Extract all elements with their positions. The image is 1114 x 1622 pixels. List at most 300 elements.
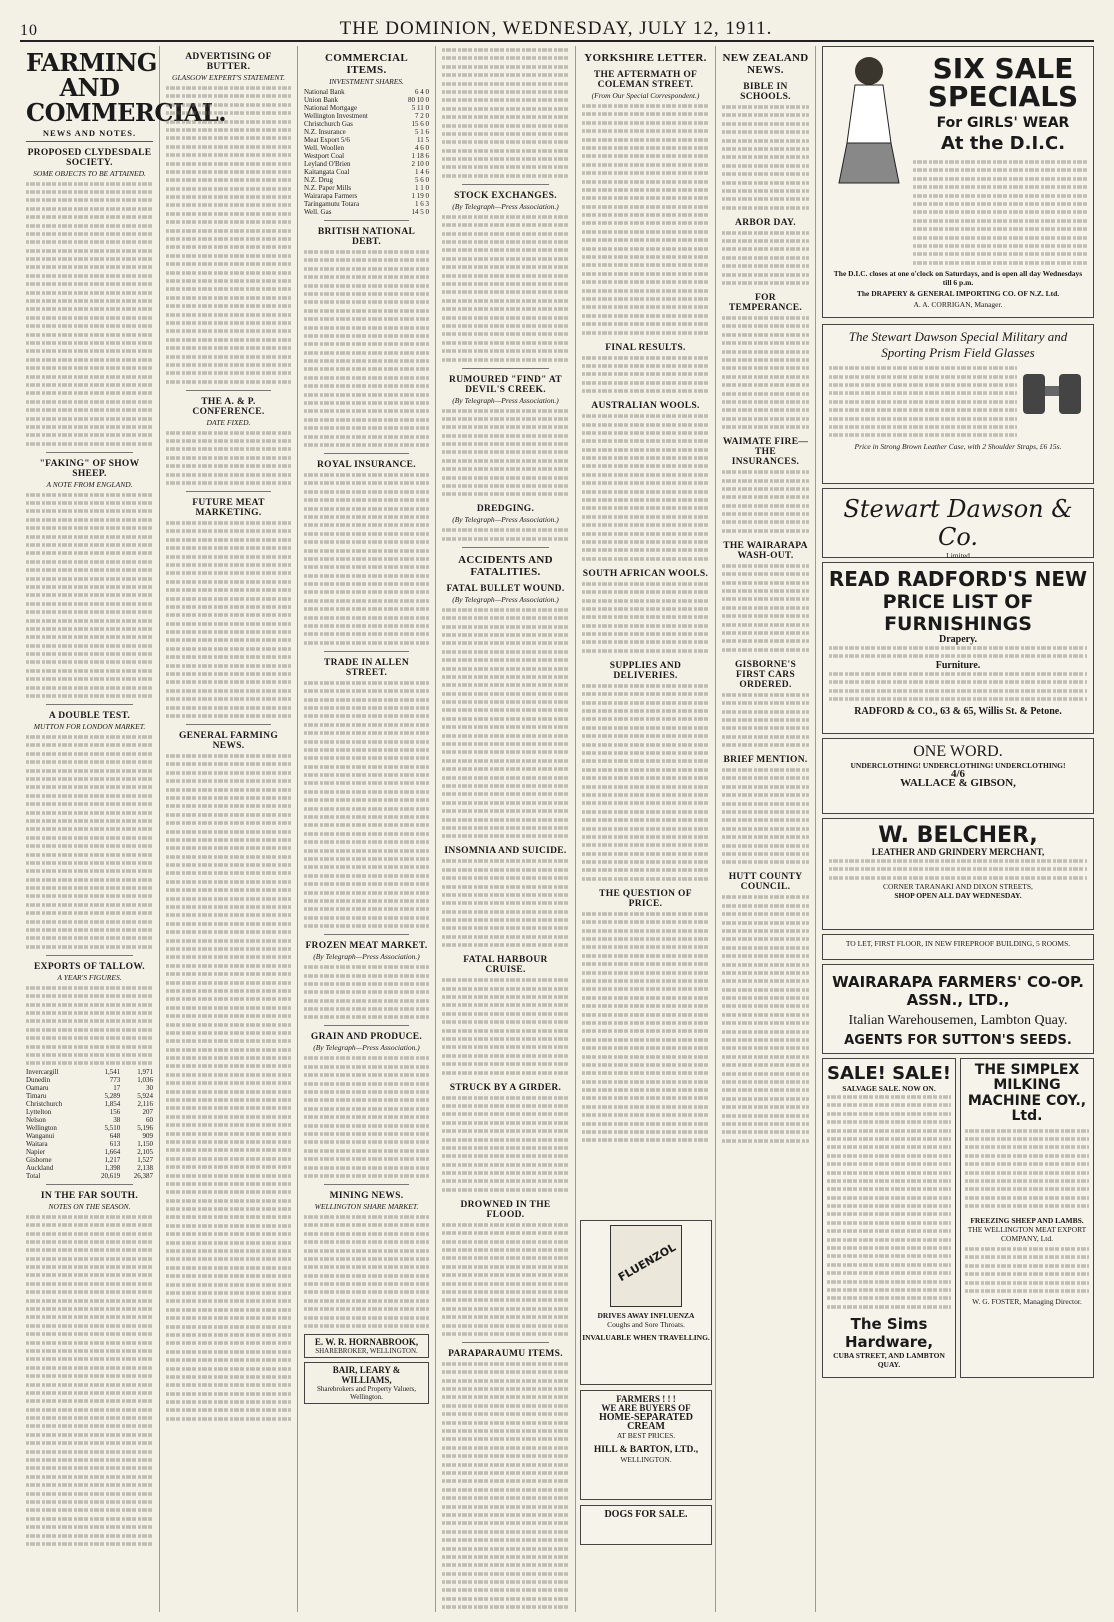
shares-row [304, 128, 429, 136]
shares-row [304, 112, 429, 120]
article-title: TRADE IN ALLEN STREET. [324, 657, 409, 678]
ad-line: Sharebrokers and Property Valuers, Wellington. [316, 1385, 416, 1402]
article-title: A DOUBLE TEST. [48, 711, 131, 722]
tallow-cell: 60 [146, 1115, 153, 1124]
article-title: GENERAL FARMING NEWS. [178, 731, 279, 751]
article-title: BRITISH NATIONAL DEBT. [317, 227, 416, 247]
shares-cell: 5 6 0 [415, 176, 429, 184]
article-title: EXPORTS OF TALLOW. [34, 961, 145, 972]
article-title: STOCK EXCHANGES. [454, 190, 557, 201]
shares-cell: 15 6 0 [411, 120, 429, 128]
article [442, 191, 569, 364]
article [582, 70, 709, 337]
article [166, 52, 291, 386]
article-body [722, 562, 809, 654]
article-body [166, 429, 291, 487]
wairarapa-farmers-ad [822, 964, 1094, 1054]
shares-row [304, 176, 429, 184]
shares-cell: Kaitangata Coal [304, 168, 350, 176]
article [722, 293, 809, 431]
shares-cell: 5 11 0 [411, 104, 429, 112]
article-title: THE A. & P. CONFERENCE. [192, 396, 265, 417]
article-body [582, 354, 709, 396]
article-body [722, 691, 809, 749]
shares-row [304, 120, 429, 128]
article-title: THE AFTERMATH OF COLEMAN STREET. [593, 70, 698, 90]
simplex-co: THE WELLINGTON MEAT EXPORT COMPANY, Ltd. [967, 1225, 1087, 1244]
article-body [26, 984, 153, 1068]
shares-cell: 7 2 0 [415, 112, 429, 120]
article-body [442, 213, 569, 364]
tallow-cell: 1,150 [137, 1139, 153, 1148]
article [26, 711, 153, 951]
article [304, 227, 429, 449]
article-body [582, 682, 709, 883]
shares-cell: 1 6 3 [415, 200, 429, 208]
tallow-cell: 1,036 [137, 1075, 153, 1084]
tallow-cell: Waitara [26, 1139, 48, 1148]
article-body [582, 102, 709, 337]
article-title: FUTURE MEAT MARKETING. [192, 498, 265, 519]
article-body [304, 1054, 429, 1179]
tallow-cell: Total [26, 1171, 41, 1180]
shares-row [304, 96, 429, 104]
oneword-title: ONE WORD. [913, 743, 1003, 760]
ad-name: BAIR, LEARY & WILLIAMS, [332, 1365, 401, 1386]
shares-cell: 6 4 0 [415, 88, 429, 96]
dic-title: SIX SALE SPECIALS [927, 52, 1079, 113]
article-body [304, 679, 429, 930]
dogs-ad [580, 1505, 712, 1545]
article-title: STRUCK BY A GIRDER. [449, 1082, 562, 1093]
article-body [442, 407, 569, 499]
section-heading: ACCIDENTS AND FATALITIES. [458, 553, 553, 578]
oneword-shop: WALLACE & GIBSON, [900, 777, 1016, 789]
tallow-cell: 613 [109, 1139, 121, 1148]
sale-ad [822, 1058, 956, 1378]
belcher-shop: SHOP OPEN ALL DAY WEDNESDAY. [894, 891, 1022, 901]
shares-cell: N.Z. Insurance [304, 128, 346, 136]
shares-row [304, 88, 429, 96]
tallow-cell: 1,664 [104, 1147, 121, 1156]
article [26, 1191, 153, 1548]
shares-cell: Wellington Investment [304, 112, 368, 120]
article [304, 1191, 429, 1330]
article-body [442, 526, 569, 542]
article-body [442, 976, 569, 1076]
article-title: FROZEN MEAT MARKET. [305, 941, 428, 952]
article-body [26, 733, 153, 951]
article [442, 1200, 569, 1338]
article-title: FATAL HARBOUR CRUISE. [463, 955, 548, 976]
article-sub: (By Telegraph—Press Association.) [452, 201, 559, 211]
dic-sub: For GIRLS' WEAR [936, 115, 1070, 131]
article-sub: (By Telegraph—Press Association.) [452, 594, 559, 604]
column-butter [160, 46, 298, 1612]
article-title: "FAKING" OF SHOW SHEEP. [39, 458, 140, 479]
article-title: IN THE FAR SOUTH. [40, 1190, 139, 1201]
one-word-ad [822, 738, 1094, 814]
article-body [442, 857, 569, 949]
shares-cell: 2 10 0 [411, 160, 429, 168]
farmers-line: HOME-SEPARATED CREAM [598, 1412, 694, 1432]
tallow-cell: 5,289 [104, 1091, 121, 1100]
tallow-cell: 1,398 [104, 1163, 121, 1172]
article-sub: A NOTE FROM ENGLAND. [46, 479, 133, 489]
article-title: FATAL BULLET WOUND. [446, 583, 565, 594]
tallow-row [26, 1132, 153, 1140]
article-body [304, 1213, 429, 1330]
farmers-line: FARMERS ! ! ! [616, 1394, 676, 1404]
column-nz-news [716, 46, 816, 1612]
article-sub: GLASGOW EXPERT'S STATEMENT. [172, 73, 285, 82]
article-body [304, 963, 429, 1021]
article-body [442, 1094, 569, 1194]
article-title: FOR TEMPERANCE. [728, 293, 803, 314]
wff-line3: AGENTS FOR SUTTON'S SEEDS. [844, 1033, 1072, 1048]
article-body [442, 1360, 569, 1611]
tallow-row [26, 1164, 153, 1172]
bair-leary-ad [304, 1362, 429, 1404]
article-body [442, 606, 569, 841]
farmers-ad [580, 1390, 712, 1500]
article-title: DREDGING. [476, 504, 535, 515]
article [442, 1349, 569, 1611]
page-number: 10 [20, 22, 38, 39]
article-body [26, 180, 153, 448]
fluenzol-line: Coughs and Sore Throats. [607, 1320, 685, 1329]
tallow-row [26, 1140, 153, 1148]
article-body [442, 46, 569, 180]
article [722, 437, 809, 535]
shares-cell: 1 1 0 [415, 184, 429, 192]
belcher-ad [822, 818, 1094, 930]
tallow-cell: Dunedin [26, 1075, 51, 1084]
wff-line1: WAIRARAPA FARMERS' CO-OP. ASSN., LTD., [832, 973, 1084, 1009]
article-title: INSOMNIA AND SUICIDE. [444, 846, 567, 857]
tallow-cell: Invercargill [26, 1067, 59, 1076]
belcher-name: W. BELCHER, [878, 823, 1038, 848]
article-title: PROPOSED CLYDESDALE SOCIETY. [27, 147, 152, 168]
article-title: WAIMATE FIRE—THE INSURANCES. [722, 437, 809, 468]
article-title: GISBORNE'S FIRST CARS ORDERED. [734, 659, 797, 690]
shares-cell: 4 6 0 [415, 144, 429, 152]
article-title: ADVERTISING OF BUTTER. [185, 52, 272, 72]
article-title: ROYAL INSURANCE. [317, 459, 416, 470]
stewart-body [829, 364, 1017, 440]
article-body [304, 248, 429, 449]
tallow-cell: Auckland [26, 1163, 54, 1172]
section-sub: INVESTMENT SHARES. [329, 77, 404, 86]
article-sub: DATE FIXED. [206, 417, 251, 427]
binoculars-icon [1017, 364, 1087, 424]
shares-cell: Well. Gas [304, 208, 332, 216]
section-subheading: NEWS AND NOTES. [26, 128, 153, 142]
article [722, 541, 809, 654]
article [722, 218, 809, 287]
stewart-price: Price in Strong Brown Leather Case, with 2 Shoulder Straps, £6 15s. [854, 441, 1062, 451]
article [26, 962, 153, 1180]
girl-figure-icon [829, 53, 909, 193]
simplex-sub: FREEZING SHEEP AND LAMBS. [970, 1216, 1084, 1226]
article-title: SOUTH AFRICAN WOOLS. [582, 568, 709, 579]
tallow-cell: 648 [109, 1131, 121, 1140]
tallow-cell: Timaru [26, 1091, 47, 1100]
tallow-cell: 156 [109, 1107, 121, 1116]
article [582, 401, 709, 563]
article [442, 846, 569, 949]
column-accidents [436, 46, 576, 1612]
article [722, 82, 809, 212]
section-heading: YORKSHIRE LETTER. [584, 52, 707, 64]
article-body [442, 1221, 569, 1338]
tallow-cell: 20,619 [101, 1171, 121, 1180]
tallow-cell: Nelson [26, 1115, 46, 1124]
article [26, 148, 153, 448]
tolet-line: TO LET, FIRST FLOOR, IN NEW FIREPROOF BUILDING, 5 ROOMS. [845, 939, 1071, 948]
article-title: HUTT COUNTY COUNCIL. [728, 872, 803, 893]
article-title: ARBOR DAY. [735, 217, 796, 228]
tallow-cell: 5,924 [137, 1091, 153, 1100]
stewart-name: Stewart Dawson & Co. [843, 495, 1073, 551]
tallow-cell: 1,854 [104, 1099, 121, 1108]
article-sub: (By Telegraph—Press Association.) [313, 952, 420, 962]
article-sub: SOME OBJECTS TO BE ATTAINED. [33, 168, 146, 178]
article [304, 941, 429, 1021]
tallow-row [26, 1148, 153, 1156]
article-title: DROWNED IN THE FLOOD. [460, 1199, 551, 1220]
radford-furniture: Furniture. [935, 659, 981, 671]
sale-title: SALE! SALE! [826, 1063, 951, 1084]
radford-addr: RADFORD & CO., 63 & 65, Willis St. & Petone. [854, 705, 1062, 717]
tallow-cell: 1,217 [104, 1155, 121, 1164]
tallow-row [26, 1172, 153, 1180]
simplex-mgr: W. G. FOSTER, Managing Director. [972, 1297, 1082, 1307]
farmers-line: HILL & BARTON, LTD., [593, 1445, 699, 1455]
article-title: THE WAIRARAPA WASH-OUT. [723, 540, 808, 561]
article [582, 569, 709, 655]
article [722, 660, 809, 749]
article-title: FINAL RESULTS. [605, 342, 686, 353]
article-body [26, 491, 153, 700]
masthead [20, 14, 1094, 42]
tallow-row [26, 1156, 153, 1164]
article [166, 731, 291, 1423]
shares-cell: 80 10 0 [408, 96, 429, 104]
article-body [722, 893, 809, 1144]
column-commercial [298, 46, 436, 1612]
shares-cell: Westport Coal [304, 152, 345, 160]
simplex-title: THE SIMPLEX MILKING MACHINE COY., Ltd. [967, 1062, 1087, 1125]
to-let-ad [822, 934, 1094, 960]
article-title: RUMOURED "FIND" AT DEVIL'S CREEK. [449, 374, 562, 395]
shares-cell: Meat Export 5/6 [304, 136, 350, 144]
shares-cell: Wairarapa Farmers [304, 192, 358, 200]
article [722, 755, 809, 866]
shares-row [304, 104, 429, 112]
shares-row [304, 144, 429, 152]
tallow-cell: 909 [142, 1131, 153, 1140]
article-body [722, 314, 809, 431]
article-title: BIBLE IN SCHOOLS. [740, 82, 791, 102]
tallow-cell: 2,105 [137, 1147, 153, 1156]
tallow-row [26, 1100, 153, 1108]
article [442, 375, 569, 499]
wff-line2: Italian Warehousemen, Lambton Quay. [848, 1013, 1068, 1028]
tallow-cell: Wanganui [26, 1131, 55, 1140]
shares-table [304, 88, 429, 216]
article [442, 584, 569, 841]
tallow-cell: 773 [109, 1075, 121, 1084]
tallow-cell: 17 [113, 1083, 121, 1092]
article-title: THE QUESTION OF PRICE. [599, 888, 692, 909]
oneword-price: 4/6 [950, 768, 966, 780]
shares-cell: 1 18 6 [411, 152, 429, 160]
stewart-limited: Limited [946, 551, 970, 560]
belcher-line: LEATHER AND GRINDERY MERCHANT, [871, 847, 1045, 857]
belcher-addr: CORNER TARANAKI AND DIXON STREETS, [883, 882, 1033, 892]
article-title: BRIEF MENTION. [723, 755, 808, 766]
article [442, 504, 569, 542]
dic-company: The DRAPERY & GENERAL IMPORTING CO. OF N.Z. Ltd. [856, 288, 1060, 298]
column-farming [20, 46, 227, 1612]
article-body [166, 519, 291, 720]
article [442, 955, 569, 1076]
sale-sub: SALVAGE SALE. NOW ON. [842, 1084, 936, 1093]
dic-items [913, 158, 1087, 267]
fluenzol-ad [580, 1220, 712, 1385]
tallow-cell: Wellington [26, 1123, 57, 1132]
sims-name: The Sims Hardware, [844, 1314, 934, 1351]
article-body [166, 84, 291, 386]
tallow-cell: Oamaru [26, 1083, 49, 1092]
shares-cell: 1 19 0 [411, 192, 429, 200]
tallow-row [26, 1116, 153, 1124]
tallow-cell: 5,196 [137, 1123, 153, 1132]
shares-cell: Leyland O'Brien [304, 160, 351, 168]
article-sub: (By Telegraph—Press Association.) [313, 1043, 420, 1053]
article-sub: A YEAR'S FIGURES. [57, 972, 122, 982]
shares-row [304, 192, 429, 200]
tallow-row [26, 1092, 153, 1100]
article [166, 498, 291, 720]
article-body [582, 580, 709, 655]
article [582, 343, 709, 396]
tallow-cell: 1,971 [137, 1067, 153, 1076]
article-body [582, 910, 709, 1145]
radford-line1: READ RADFORD'S NEW [828, 567, 1088, 591]
tallow-cell: 207 [142, 1107, 153, 1116]
fluenzol-bottle-icon [610, 1225, 682, 1307]
ad-name: E. W. R. HORNABROOK, [314, 1337, 419, 1348]
tallow-cell: Christchurch [26, 1099, 63, 1108]
fluenzol-line: INVALUABLE WHEN TRAVELLING. [582, 1333, 710, 1342]
tallow-cell: 2,116 [137, 1099, 153, 1108]
shares-row [304, 152, 429, 160]
article-body [26, 1213, 153, 1548]
article-body [166, 752, 291, 1423]
shares-cell: 11 5 [417, 136, 429, 144]
shares-cell: National Mortgage [304, 104, 358, 112]
shares-cell: 5 1 6 [415, 128, 429, 136]
tallow-cell: 26,387 [133, 1171, 153, 1180]
dic-manager: A. A. CORRIGAN, Manager. [913, 299, 1003, 309]
shares-cell: National Bank [304, 88, 345, 96]
shares-cell: Union Bank [304, 96, 339, 104]
stewart-dawson-name [822, 488, 1094, 558]
article [442, 46, 569, 180]
article-body [722, 103, 809, 212]
shares-cell: 1 4 6 [415, 168, 429, 176]
tallow-cell: 1,541 [104, 1067, 121, 1076]
tallow-row [26, 1068, 153, 1076]
simplex-ad [960, 1058, 1094, 1378]
tallow-cell: 2,138 [137, 1163, 153, 1172]
section-heading: COMMERCIAL ITEMS. [324, 52, 409, 76]
article-sub: NOTES ON THE SEASON. [48, 1201, 131, 1211]
stewart-title: The Stewart Dawson Special Military and Sporting Prism Field Glasses [848, 329, 1068, 360]
article [166, 397, 291, 487]
tallow-cell: 38 [113, 1115, 121, 1124]
shares-row [304, 160, 429, 168]
dic-closes: The D.I.C. closes at one o'clock on Saturdays, and is open all day Wednesdays till 6 p.m. [833, 268, 1083, 287]
shares-cell: N.Z. Paper Mills [304, 184, 352, 192]
shares-cell: N.Z. Drug [304, 176, 333, 184]
article-body [582, 412, 709, 563]
shares-row [304, 136, 429, 144]
article-title: GRAIN AND PRODUCE. [310, 1032, 423, 1043]
dic-at: At the D.I.C. [940, 133, 1066, 154]
article [304, 658, 429, 930]
article [722, 872, 809, 1144]
article [304, 460, 429, 647]
tallow-cell: Gisborne [26, 1155, 52, 1164]
tallow-cell: Lyttelton [26, 1107, 52, 1116]
tallow-row [26, 1076, 153, 1084]
sims-addr: CUBA STREET, AND LAMBTON QUAY. [833, 1350, 945, 1369]
fluenzol-line: DRIVES AWAY INFLUENZA [597, 1311, 695, 1320]
shares-cell: Christchurch Gas [304, 120, 353, 128]
article [26, 459, 153, 700]
dic-ad [822, 46, 1094, 318]
article-title: MINING NEWS. [329, 1190, 404, 1201]
tallow-table [26, 1068, 153, 1180]
article [304, 1032, 429, 1179]
shares-row [304, 168, 429, 176]
shares-row [304, 200, 429, 208]
radford-ad [822, 562, 1094, 734]
ad-line: SHAREBROKER, WELLINGTON. [315, 1347, 418, 1356]
article-title: PARAPARAUMU ITEMS. [448, 1348, 563, 1359]
hornabrook-ad [304, 1334, 429, 1358]
article-sub: (By Telegraph—Press Association.) [452, 515, 559, 525]
article [582, 889, 709, 1145]
shares-row [304, 208, 429, 216]
article-body [722, 766, 809, 866]
article [442, 1083, 569, 1194]
article-sub: MUTTON FOR LONDON MARKET. [33, 722, 146, 732]
article-body [722, 229, 809, 287]
farmers-line: AT BEST PRICES. [616, 1431, 676, 1440]
tallow-cell: 5,510 [104, 1123, 121, 1132]
article [582, 661, 709, 883]
shares-cell: Taringamutu Totara [304, 200, 360, 208]
shares-row [304, 184, 429, 192]
article-title: SUPPLIES AND DELIVERIES. [609, 660, 682, 681]
article-sub: (By Telegraph—Press Association.) [452, 395, 559, 405]
article-body [722, 468, 809, 535]
stewart-dawson-ad [822, 324, 1094, 484]
